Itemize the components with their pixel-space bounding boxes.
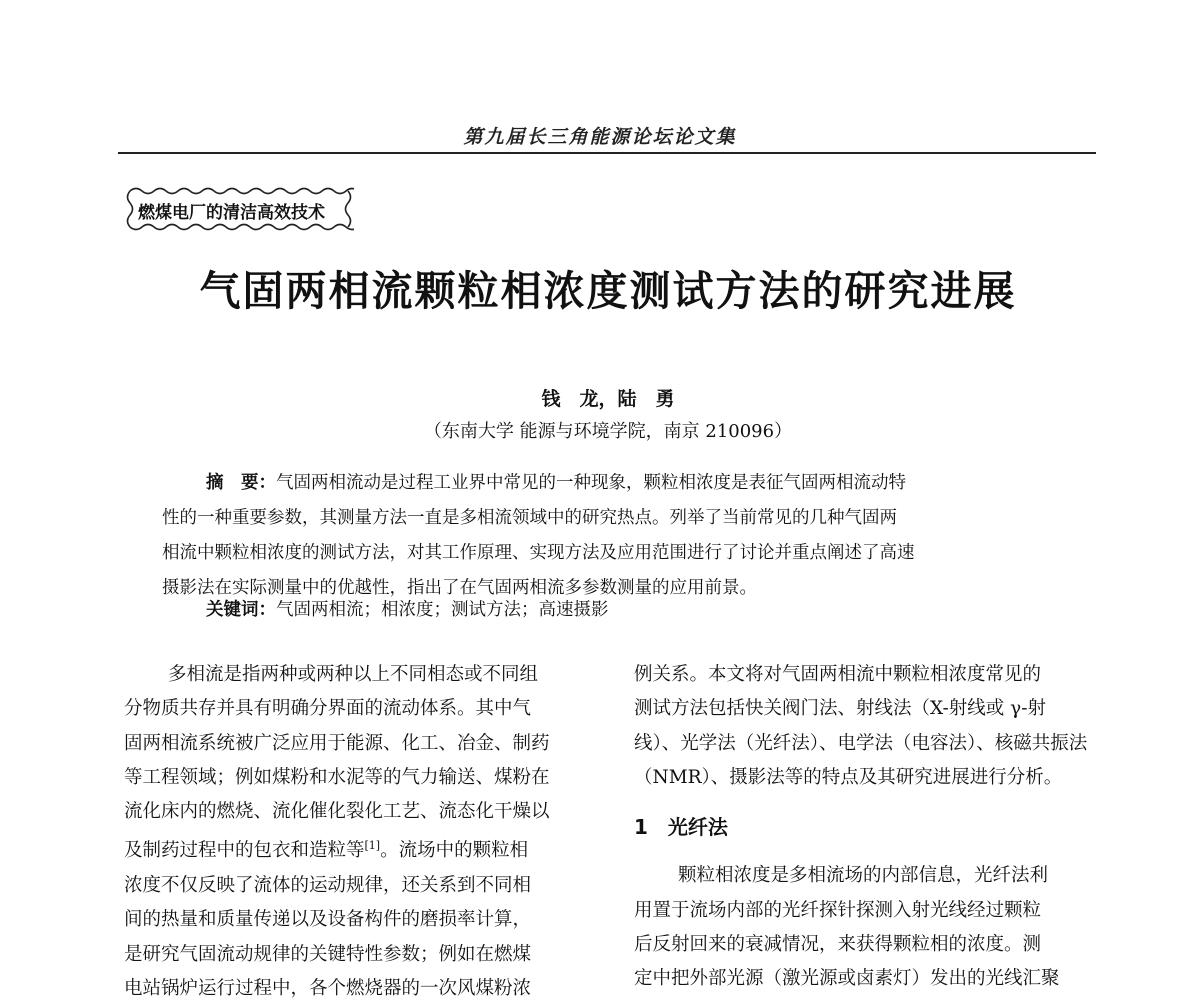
body-line: 颗粒相浓度是多相流场的内部信息，光纤法利	[678, 865, 1049, 887]
abstract-line: 相流中颗粒相浓度的测试方法，对其工作原理、实现方法及应用范围进行了讨论并重点阐述了高速	[162, 543, 915, 563]
column-badge	[124, 185, 354, 233]
section-title: 光纤法	[667, 815, 728, 840]
section-heading	[634, 810, 1104, 844]
paper-title: 气固两相流颗粒相浓度测试方法的研究进展	[199, 267, 1017, 315]
left-column	[124, 658, 594, 1006]
body-line: 流化床内的燃烧、流化催化裂化工艺、流态化干燥以	[124, 801, 550, 823]
authors: 钱 龙，陆 勇	[541, 388, 675, 410]
body-line: 线）、光学法（光纤法）、电学法（电容法）、核磁共振法	[634, 732, 1088, 754]
citation: [1]	[364, 839, 381, 853]
body-line: 是研究气固流动规律的关键特性参数；例如在燃煤	[124, 943, 532, 965]
body-line: 多相流是指两种或两种以上不同相态或不同组	[168, 664, 539, 685]
body-line: 测试方法包括快关阀门法、射线法（X-射线或 γ-射	[634, 698, 1046, 720]
body-line: 浓度不仅反映了流体的运动规律，还关系到不同相	[124, 874, 532, 896]
body-line: 固两相流系统被广泛应用于能源、化工、冶金、制药	[124, 732, 550, 754]
keywords	[206, 596, 609, 621]
body-line: 分物质共存并具有明确分界面的流动体系。其中气	[124, 698, 532, 720]
body-line: 间的热量和质量传递以及设备构件的磨损率计算，	[124, 909, 532, 931]
abstract-line: 摄影法在实际测量中的优越性，指出了在气固两相流多参数测量的应用前景。	[162, 578, 757, 598]
abstract-line: 性的一种重要参数，其测量方法一直是多相流领域中的研究热点。列举了当前常见的几种气固两	[162, 508, 897, 528]
keywords-text: 气固两相流；相浓度；测试方法；高速摄影	[276, 600, 609, 620]
abstract	[162, 466, 1062, 606]
badge-text: 燃煤电厂的清洁高效技术	[138, 203, 325, 223]
body-line: 用置于流场内部的光纤探针探测入射光线经过颗粒	[634, 899, 1042, 921]
section-number: 1	[634, 815, 648, 840]
abstract-label: 摘 要：	[206, 473, 276, 493]
body-line: 电站锅炉运行过程中，各个燃烧器的一次风煤粉浓	[124, 977, 532, 999]
right-column	[634, 658, 1104, 997]
header-rule	[118, 152, 1096, 154]
body-line: （NMR）、摄影法等的特点及其研究进展进行分析。	[634, 766, 1063, 788]
body-line: 等工程领域；例如煤粉和水泥等的气力输送、煤粉在	[124, 766, 550, 788]
body-line: 后反射回来的衰减情况，来获得颗粒相的浓度。测	[634, 934, 1042, 956]
body-line: 例关系。本文将对气固两相流中颗粒相浓度常见的	[634, 664, 1042, 685]
abstract-line: 摘 要：气固两相流动是过程工业界中常见的一种现象，颗粒相浓度是表征气固两相流动特	[206, 473, 906, 493]
affiliation: （东南大学 能源与环境学院，南京 210096）	[423, 421, 793, 442]
running-header: 第九届长三角能源论坛论文集	[463, 126, 737, 148]
body-line: 定中把外部光源（激光源或卤素灯）发出的光线汇聚	[634, 968, 1060, 990]
keywords-label: 关键词：	[206, 600, 276, 620]
body-line: 及制药过程中的包衣和造粒等[1]。流场中的颗粒相	[124, 839, 529, 862]
